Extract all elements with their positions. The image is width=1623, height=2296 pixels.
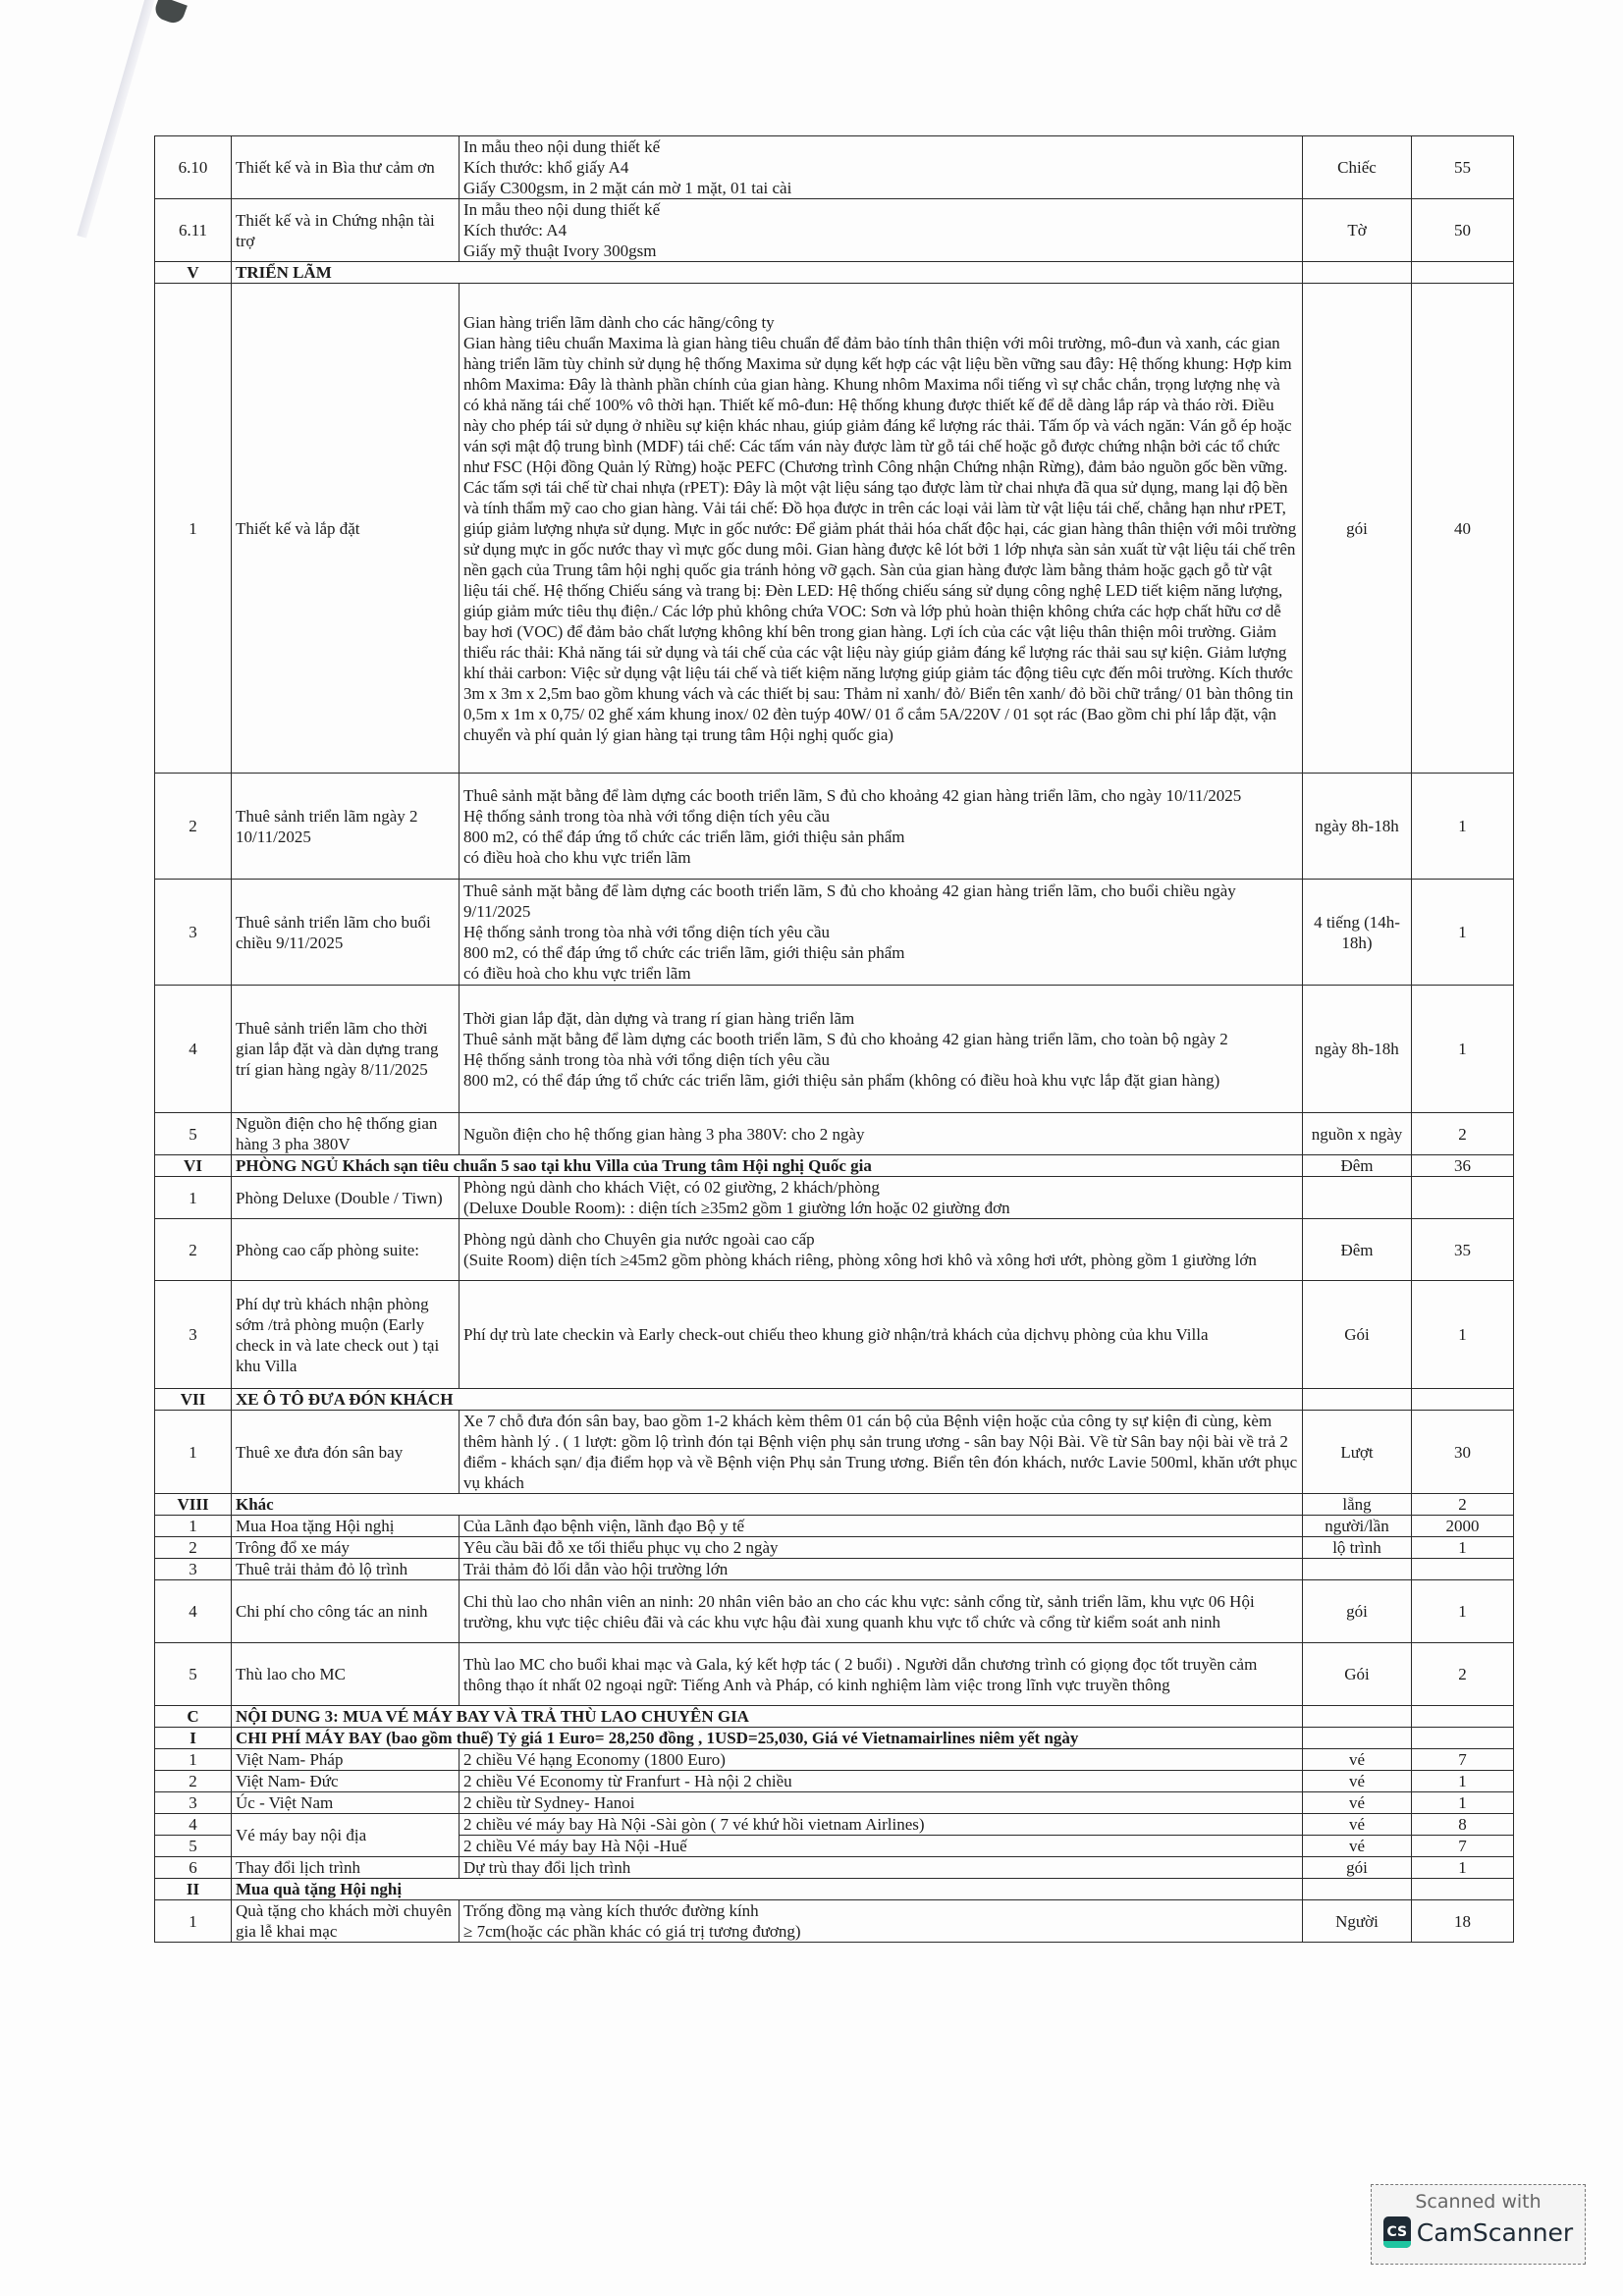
quantity-cell: 2 — [1412, 1113, 1514, 1155]
row-number: 2 — [155, 1537, 232, 1559]
description-line: có điều hoà cho khu vực triển lãm — [463, 964, 691, 983]
table-row — [155, 1643, 1514, 1706]
description-line: ≥ 7cm(hoặc các phần khác có giá trị tương đương) — [463, 1922, 801, 1941]
description-line: (Deluxe Double Room): : diện tích ≥35m2 gồm 1 giường lớn hoặc 02 giường đơn — [463, 1199, 1010, 1217]
item-description — [460, 1411, 1303, 1494]
quantity-cell: 8 — [1412, 1814, 1514, 1836]
row-number: VI — [155, 1155, 232, 1177]
row-number: 3 — [155, 880, 232, 986]
unit-cell: ngày 8h-18h — [1303, 774, 1412, 880]
quantity-cell — [1412, 1728, 1514, 1749]
description-line: Kích thước: A4 — [463, 221, 568, 240]
item-name: Thuê sảnh triển lãm cho thời gian lắp đặt và dàn dựng trang trí gian hàng ngày 8/11/2025 — [232, 986, 460, 1113]
description-line: Gian hàng tiêu chuẩn Maxima là gian hàng tiêu chuẩn để đảm bảo tính thân thiện với môi trường, mô-đun và xanh, các gian hàng triển lãm tùy chỉnh sử dụng hệ thống Maxima sử dụng kết hợp các vật liệu bền vững sau đây: Hệ thống khung: Hợp kim nhôm Maxima: Đây là thành phần chính của gian hàng. Khung nhôm Maxima nổi tiếng vì sự chắc chắn, trọng lượng nhẹ và có khả năng tái chế 100% vô thời hạn. Thiết kế mô-đun: Hệ thống khung được thiết kế để dễ dàng lắp ráp và tháo rời. Điều này cho phép tái sử dụng ở nhiều sự kiện khác nhau, giúp giảm đáng kể lượng rác thải. Tấm ốp và vách ngăn: Ván gỗ ép hoặc ván sợi mật độ trung bình (MDF) tái chế: Các tấm ván này được làm từ gỗ tái chế hoặc gỗ được chứng nhận bởi các tổ chức như FSC (Hội đồng Quản lý Rừng) hoặc PEFC (Chương trình Công nhận Chứng nhận Rừng), đảm bảo nguồn gốc bền vững. Các tấm sợi tái chế từ chai nhựa (rPET): Đây là một vật liệu sáng tạo được làm từ chai nhựa đã qua sử dụng, mang lại độ bền và tính thẩm mỹ cao cho gian hàng. Vải tái chế: Đồ họa được in trên các loại vải làm từ vật liệu tái chế, chẳng hạn như rPET, giúp giảm lượng nhựa sử dụng. Mực in gốc nước: Để giảm phát thải hóa chất độc hại, các gian hàng thân thiện với môi trường sử dụng mực in gốc nước thay vì mực gốc dung môi. Gian hàng được kê lót bởi 1 lớp nhựa sàn sản xuất từ vật liệu tái chế trên nền gạch của Trung tâm hội nghị quốc gia tránh hỏng vỡ gạch. Sàn của gian hàng được làm bằng thảm hoặc gạch gỗ từ vật liệu tái chế. Hệ thống Chiếu sáng và trang bị: Đèn LED: Hệ thống chiếu sáng sử dụng công nghệ LED tiết kiệm năng lượng, giúp giảm mức tiêu thụ điện./ Các lớp phủ không chứa VOC: Sơn và lớp phủ hoàn thiện không chứa các hợp chất hữu cơ dễ bay hơi (VOC) để đảm bảo chất lượng không khí bên trong gian hàng. Lợi ích của các vật liệu thân thiện môi trường. Giảm thiểu rác thải: Khả năng tái sử dụng và tái chế của các vật liệu này giúp giảm đáng kể lượng rác thải sau sự kiện. Giảm lượng khí thải carbon: Việc sử dụng vật liệu tái chế và tiết kiệm năng lượng giúp giảm tác động tiêu cực đến môi trường. Kích thước 3m x 3m x 2,5m bao gồm khung vách và các thiết bị sau: Thảm nỉ xanh/ đỏ/ Biển tên xanh/ đỏ bồi chữ trắng/ 01 bàn thông tin 0,5m x 1m x 0,75/ 02 ghế xám khung inox/ 02 đèn tuýp 40W/ 01 ổ cắm 5A/220V / 01 sọt rác (Bao gồm chi phí lắp đặt, vận chuyển và phí quản lý gian hàng tại trung tâm Hội nghị quốc gia) — [463, 333, 1297, 744]
quantity-cell — [1412, 1559, 1514, 1580]
quantity-cell: 1 — [1412, 1771, 1514, 1792]
camscanner-watermark — [1371, 2184, 1586, 2265]
description-line: Phòng ngủ dành cho Chuyên gia nước ngoài cao cấp — [463, 1230, 815, 1249]
row-number: 1 — [155, 1516, 232, 1537]
unit-cell: Đêm — [1303, 1219, 1412, 1281]
unit-cell: Đêm — [1303, 1155, 1412, 1177]
section-title: PHÒNG NGỦ Khách sạn tiêu chuẩn 5 sao tại khu Villa của Trung tâm Hội nghị Quốc gia — [232, 1155, 1303, 1177]
item-name: Thay đổi lịch trình — [232, 1857, 460, 1879]
quantity-cell: 1 — [1412, 880, 1514, 986]
unit-cell — [1303, 1389, 1412, 1411]
unit-cell: nguồn x ngày — [1303, 1113, 1412, 1155]
item-name: Nguồn điện cho hệ thống gian hàng 3 pha 380V — [232, 1113, 460, 1155]
quantity-cell: 35 — [1412, 1219, 1514, 1281]
description-line: 2 chiều Vé Economy từ Franfurt - Hà nội 2 chiều — [463, 1772, 792, 1790]
section-row — [155, 1728, 1514, 1749]
description-line: Giấy mỹ thuật Ivory 300gsm — [463, 241, 657, 260]
unit-cell: Lượt — [1303, 1411, 1412, 1494]
item-name: Thiết kế và in Chứng nhận tài trợ — [232, 199, 460, 262]
quantity-cell: 1 — [1412, 986, 1514, 1113]
quantity-cell: 50 — [1412, 199, 1514, 262]
description-line: Kích thước: khổ giấy A4 — [463, 158, 629, 177]
quantity-cell: 1 — [1412, 1857, 1514, 1879]
unit-cell: vé — [1303, 1792, 1412, 1814]
item-name: Mua Hoa tặng Hội nghị — [232, 1516, 460, 1537]
row-number: 6.10 — [155, 136, 232, 199]
item-description — [460, 1643, 1303, 1706]
table-row — [155, 1771, 1514, 1792]
description-line: Chi thù lao cho nhân viên an ninh: 20 nhân viên bảo an cho các khu vực: sảnh cổng từ, sảnh triển lãm, khu vực 06 Hội trường, khu vực tiệc chiêu đãi và các khu vực hậu đài xung quanh khu vực tổ chức và cổng từ kiểm soát anh ninh — [463, 1591, 1255, 1631]
description-line: Hệ thống sảnh trong tòa nhà với tổng diện tích yêu cầu — [463, 1049, 830, 1069]
table-row — [155, 1113, 1514, 1155]
item-description — [460, 1836, 1303, 1857]
watermark-caption: Scanned with — [1415, 2191, 1542, 2213]
section-row — [155, 1494, 1514, 1516]
section-row — [155, 1389, 1514, 1411]
description-line: In mẫu theo nội dung thiết kế — [463, 137, 661, 156]
item-description — [460, 1792, 1303, 1814]
row-number: VIII — [155, 1494, 232, 1516]
unit-cell: vé — [1303, 1771, 1412, 1792]
unit-cell: 4 tiếng (14h-18h) — [1303, 880, 1412, 986]
row-number: 5 — [155, 1113, 232, 1155]
table-row — [155, 1537, 1514, 1559]
row-number: 5 — [155, 1836, 232, 1857]
item-description — [460, 1559, 1303, 1580]
table-row — [155, 880, 1514, 986]
table-row — [155, 774, 1514, 880]
quantity-cell — [1412, 1177, 1514, 1219]
description-line: Dự trù thay đổi lịch trình — [463, 1858, 631, 1877]
table-row — [155, 284, 1514, 774]
item-description — [460, 880, 1303, 986]
item-description — [460, 1814, 1303, 1836]
item-name: Quà tặng cho khách mời chuyên gia lễ khai mạc — [232, 1900, 460, 1943]
row-number: V — [155, 262, 232, 284]
row-number: 4 — [155, 986, 232, 1113]
quantity-cell: 30 — [1412, 1411, 1514, 1494]
table-row — [155, 1814, 1514, 1836]
row-number: 2 — [155, 1219, 232, 1281]
watermark-brand: CamScanner — [1416, 2217, 1574, 2247]
quantity-cell: 7 — [1412, 1749, 1514, 1771]
section-title: Mua quà tặng Hội nghị — [232, 1879, 1303, 1900]
row-number: 2 — [155, 774, 232, 880]
unit-cell — [1303, 262, 1412, 284]
table-row — [155, 1516, 1514, 1537]
unit-cell: gói — [1303, 1857, 1412, 1879]
quantity-cell: 55 — [1412, 136, 1514, 199]
item-description — [460, 774, 1303, 880]
description-line: (Suite Room) diện tích ≥45m2 gồm phòng khách riêng, phòng xông hơi khô và xông hơi ướt, phòng gồm 1 giường lớn — [463, 1251, 1257, 1269]
item-name: Phòng Deluxe (Double / Tiwn) — [232, 1177, 460, 1219]
description-line: Gian hàng triển lãm dành cho các hãng/công ty — [463, 312, 775, 332]
item-description — [460, 1177, 1303, 1219]
item-description — [460, 986, 1303, 1113]
table-row — [155, 1559, 1514, 1580]
unit-cell — [1303, 1177, 1412, 1219]
unit-cell: Gói — [1303, 1643, 1412, 1706]
description-line: Của Lãnh đạo bệnh viện, lãnh đạo Bộ y tế — [463, 1517, 745, 1535]
description-line: 2 chiều vé máy bay Hà Nội -Sài gòn ( 7 vé khứ hồi vietnam Airlines) — [463, 1815, 925, 1834]
unit-cell: vé — [1303, 1749, 1412, 1771]
row-number: VII — [155, 1389, 232, 1411]
row-number: 5 — [155, 1643, 232, 1706]
item-name: Thù lao cho MC — [232, 1643, 460, 1706]
description-line: có điều hoà cho khu vực triển lãm — [463, 847, 691, 867]
row-number: 4 — [155, 1580, 232, 1643]
row-number: II — [155, 1879, 232, 1900]
pen-shadow — [77, 0, 156, 239]
quantity-cell: 18 — [1412, 1900, 1514, 1943]
unit-cell: gói — [1303, 1580, 1412, 1643]
unit-cell — [1303, 1706, 1412, 1728]
section-title: XE Ô TÔ ĐƯA ĐÓN KHÁCH — [232, 1389, 1303, 1411]
section-title: CHI PHÍ MÁY BAY (bao gồm thuế) Tỷ giá 1 Euro= 28,250 đồng , 1USD=25,030, Giá vé Vietnamairlines niêm yết ngày — [232, 1728, 1303, 1749]
row-number: 1 — [155, 1177, 232, 1219]
description-line: 2 chiều Vé máy bay Hà Nội -Huế — [463, 1837, 687, 1855]
row-number: 2 — [155, 1771, 232, 1792]
description-line: Hệ thống sảnh trong tòa nhà với tổng diện tích yêu cầu — [463, 923, 830, 941]
row-number: 3 — [155, 1281, 232, 1389]
item-description — [460, 1219, 1303, 1281]
row-number: 6 — [155, 1857, 232, 1879]
table-row — [155, 1857, 1514, 1879]
item-description — [460, 1516, 1303, 1537]
row-number: 1 — [155, 1749, 232, 1771]
unit-cell — [1303, 1879, 1412, 1900]
row-number: 1 — [155, 1411, 232, 1494]
description-line: Thuê sảnh mặt bằng để làm dựng các booth triển lãm, S đủ cho khoảng 42 gian hàng triển lãm, cho buổi chiều ngày 9/11/2025 — [463, 881, 1236, 921]
camscanner-logo-icon: CS — [1383, 2216, 1411, 2248]
table-row — [155, 1900, 1514, 1943]
description-line: 2 chiều từ Sydney- Hanoi — [463, 1793, 635, 1812]
row-number: 6.11 — [155, 199, 232, 262]
item-name: Phí dự trù khách nhận phòng sớm /trả phòng muộn (Early check in và late check out ) tại khu Villa — [232, 1281, 460, 1389]
quantity-cell: 36 — [1412, 1155, 1514, 1177]
quantity-cell: 1 — [1412, 1580, 1514, 1643]
section-title: TRIỂN LÃM — [232, 262, 1303, 284]
row-number: 1 — [155, 284, 232, 774]
item-description — [460, 1113, 1303, 1155]
table-row — [155, 1749, 1514, 1771]
unit-cell: vé — [1303, 1814, 1412, 1836]
section-row — [155, 1879, 1514, 1900]
description-line: 2 chiều Vé hạng Economy (1800 Euro) — [463, 1750, 726, 1769]
unit-cell: gói — [1303, 284, 1412, 774]
unit-cell: lộ trình — [1303, 1537, 1412, 1559]
item-description — [460, 1857, 1303, 1879]
item-name: Chi phí cho công tác an ninh — [232, 1580, 460, 1643]
quotation-table — [154, 135, 1514, 1943]
pen-tip — [152, 0, 188, 26]
item-name: Trông đổ xe máy — [232, 1537, 460, 1559]
section-row — [155, 1155, 1514, 1177]
item-description — [460, 1537, 1303, 1559]
quantity-cell: 7 — [1412, 1836, 1514, 1857]
item-name: Việt Nam- Đức — [232, 1771, 460, 1792]
row-number: I — [155, 1728, 232, 1749]
quantity-cell — [1412, 262, 1514, 284]
quantity-cell: 1 — [1412, 1281, 1514, 1389]
description-line: Hệ thống sảnh trong tòa nhà với tổng diện tích yêu cầu — [463, 806, 830, 826]
item-name: Thuê trải thảm đỏ lộ trình — [232, 1559, 460, 1580]
quantity-cell: 2000 — [1412, 1516, 1514, 1537]
item-description — [460, 1771, 1303, 1792]
description-line: Xe 7 chỗ đưa đón sân bay, bao gồm 1-2 khách kèm thêm 01 cán bộ của Bệnh viện hoặc của công ty sự kiện đi cùng, kèm thêm hành lý . ( 1 lượt: gồm lộ trình đón tại Bệnh viện phụ sản trung ương - sân bay Nội Bài. Về từ Sân bay nội bài về trả 2 điểm - khách sạn/ địa điểm họp và về Bệnh viện Phụ sản Trung ương. Biển tên đón khách, nước Lavie 500ml, khăn ướt phục vụ khách — [463, 1412, 1298, 1492]
item-name: Thiết kế và in Bìa thư cảm ơn — [232, 136, 460, 199]
item-description — [460, 1749, 1303, 1771]
table-row — [155, 199, 1514, 262]
unit-cell — [1303, 1559, 1412, 1580]
table-row — [155, 986, 1514, 1113]
quantity-cell — [1412, 1879, 1514, 1900]
item-description — [460, 284, 1303, 774]
quantity-cell: 1 — [1412, 774, 1514, 880]
unit-cell: lẵng — [1303, 1494, 1412, 1516]
unit-cell: người/lần — [1303, 1516, 1412, 1537]
unit-cell: ngày 8h-18h — [1303, 986, 1412, 1113]
table-row — [155, 1281, 1514, 1389]
section-title: NỘI DUNG 3: MUA VÉ MÁY BAY VÀ TRẢ THÙ LAO CHUYÊN GIA — [232, 1706, 1303, 1728]
description-line: In mẫu theo nội dung thiết kế — [463, 200, 661, 219]
description-line: Trống đồng mạ vàng kích thước đường kính — [463, 1901, 759, 1920]
quantity-cell — [1412, 1389, 1514, 1411]
unit-cell: Người — [1303, 1900, 1412, 1943]
section-row — [155, 1706, 1514, 1728]
item-name: Thiết kế và lắp đặt — [232, 284, 460, 774]
unit-cell: vé — [1303, 1836, 1412, 1857]
item-name: Úc - Việt Nam — [232, 1792, 460, 1814]
quantity-cell: 40 — [1412, 284, 1514, 774]
description-line: Giấy C300gsm, in 2 mặt cán mờ 1 mặt, 01 tai cài — [463, 179, 792, 197]
unit-cell — [1303, 1728, 1412, 1749]
description-line: Thời gian lắp đặt, dàn dựng và trang rí gian hàng triển lãm — [463, 1008, 855, 1028]
table-row — [155, 1411, 1514, 1494]
table-row — [155, 1580, 1514, 1643]
description-line: Phí dự trù late checkin và Early check-out chiếu theo khung giờ nhận/trả khách của dịchvụ phòng của khu Villa — [463, 1325, 1209, 1344]
quantity-cell: 1 — [1412, 1792, 1514, 1814]
description-line: Thù lao MC cho buổi khai mạc và Gala, ký kết hợp tác ( 2 buổi) . Người dẫn chương trình có giọng đọc tốt truyền cảm thông thạo ít nhất 02 ngoại ngữ: Tiếng Anh và Pháp, có kinh nghiệm làm việc trong lĩnh vực truyền thông — [463, 1654, 1258, 1694]
table-row — [155, 1219, 1514, 1281]
description-line: 800 m2, có thể đáp ứng tổ chức các triển lãm, giới thiệu sản phẩm — [463, 827, 905, 846]
item-name: Vé máy bay nội địa — [232, 1814, 460, 1857]
item-description — [460, 199, 1303, 262]
description-line: 800 m2, có thể đáp ứng tổ chức các triển lãm, giới thiệu sản phẩm — [463, 943, 905, 962]
item-name: Thuê sảnh triển lãm cho buổi chiều 9/11/2025 — [232, 880, 460, 986]
description-line: 800 m2, có thể đáp ứng tổ chức các triển lãm, giới thiệu sản phẩm (không có điều hoà khu vực lắp đặt gian hàng) — [463, 1070, 1220, 1090]
row-number: C — [155, 1706, 232, 1728]
table-row — [155, 1177, 1514, 1219]
description-line: Thuê sảnh mặt bằng để làm dựng các booth triển lãm, S đủ cho khoảng 42 gian hàng triển lãm, cho toàn bộ ngày 2 — [463, 1029, 1228, 1048]
description-line: Thuê sảnh mặt bằng để làm dựng các booth triển lãm, S đủ cho khoảng 42 gian hàng triển lãm, cho ngày 10/11/2025 — [463, 785, 1242, 805]
item-description — [460, 1281, 1303, 1389]
table-row — [155, 136, 1514, 199]
quantity-cell: 2 — [1412, 1643, 1514, 1706]
quantity-cell — [1412, 1706, 1514, 1728]
description-line: Phòng ngủ dành cho khách Việt, có 02 giường, 2 khách/phòng — [463, 1178, 880, 1197]
description-line: Nguồn điện cho hệ thống gian hàng 3 pha 380V: cho 2 ngày — [463, 1124, 865, 1144]
unit-cell: Chiếc — [1303, 136, 1412, 199]
section-title: Khác — [232, 1494, 1303, 1516]
item-description — [460, 1900, 1303, 1943]
description-line: Yêu cầu bãi đỗ xe tối thiểu phục vụ cho 2 ngày — [463, 1538, 779, 1557]
item-description — [460, 136, 1303, 199]
table-row — [155, 1792, 1514, 1814]
description-line: Trải thảm đỏ lối dẫn vào hội trường lớn — [463, 1560, 729, 1578]
unit-cell: Gói — [1303, 1281, 1412, 1389]
row-number: 3 — [155, 1559, 232, 1580]
row-number: 1 — [155, 1900, 232, 1943]
quantity-cell: 2 — [1412, 1494, 1514, 1516]
row-number: 4 — [155, 1814, 232, 1836]
item-name: Thuê sảnh triển lãm ngày 2 10/11/2025 — [232, 774, 460, 880]
item-name: Thuê xe đưa đón sân bay — [232, 1411, 460, 1494]
unit-cell: Tờ — [1303, 199, 1412, 262]
item-description — [460, 1580, 1303, 1643]
item-name: Việt Nam- Pháp — [232, 1749, 460, 1771]
item-name: Phòng cao cấp phòng suite: — [232, 1219, 460, 1281]
section-row — [155, 262, 1514, 284]
row-number: 3 — [155, 1792, 232, 1814]
quantity-cell: 1 — [1412, 1537, 1514, 1559]
